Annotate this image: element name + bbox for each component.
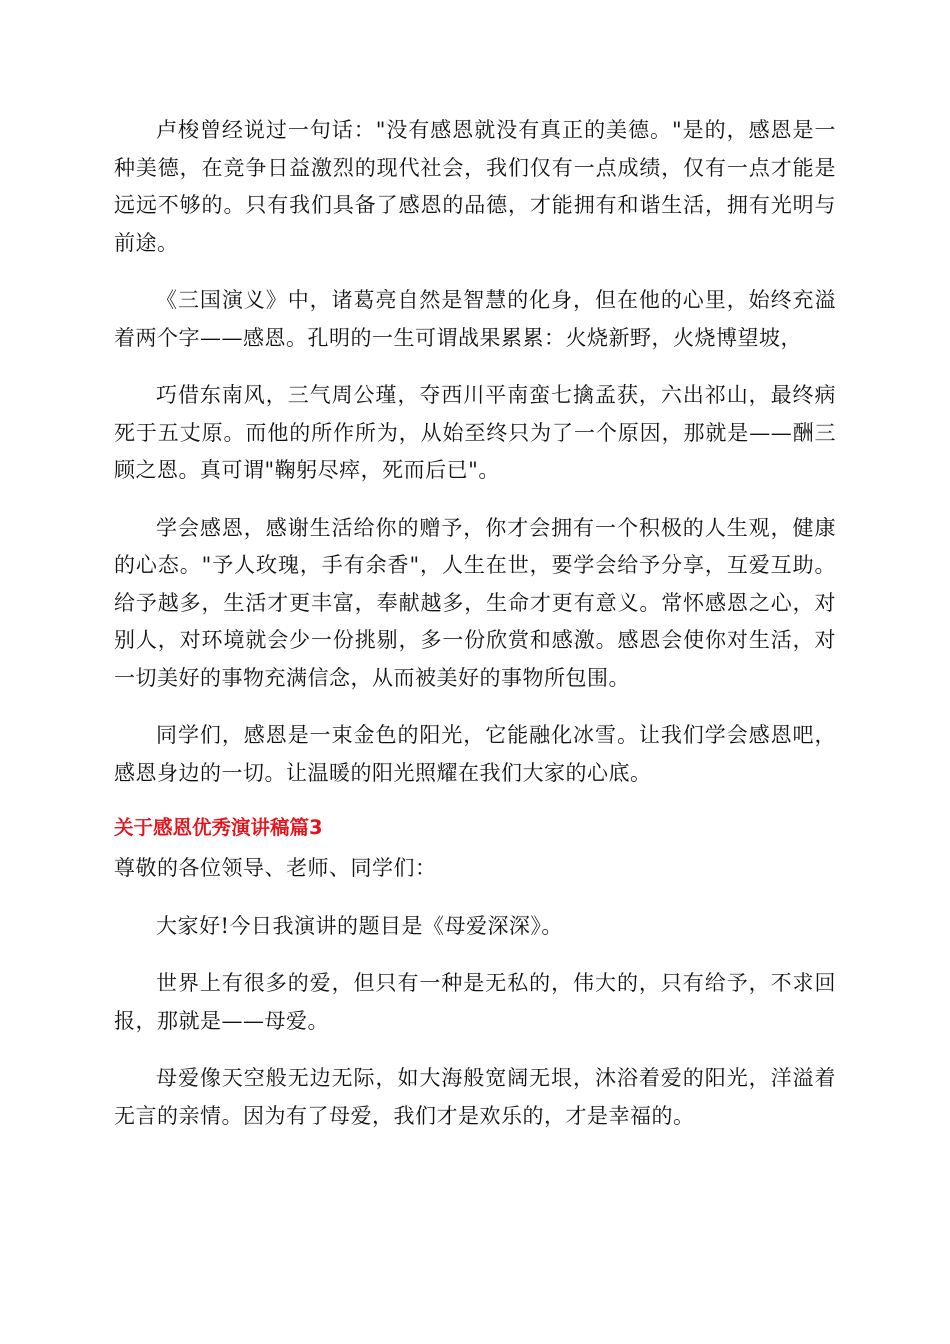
paragraph-rousseau: 卢梭曾经说过一句话："没有感恩就没有真正的美德。"是的，感恩是一种美德，在竞争日益激烈的现代社会，我们仅有一点成绩，仅有一点才能是远远不够的。只有我们具备了感恩的品德，才能拥有和谐生活，拥有光明与前途。 <box>114 118 836 255</box>
document-body <box>114 112 836 1155</box>
paragraph-three-kingdoms: 《三国演义》中，诸葛亮自然是智慧的化身，但在他的心里，始终充溢着两个字——感恩。孔明的一生可谓战果累累：火烧新野，火烧博望坡， <box>114 288 836 350</box>
paragraph-learn-gratitude: 学会感恩，感谢生活给你的赠予，你才会拥有一个积极的人生观，健康的心态。"予人玫瑰，手有余香"，人生在世，要学会给予分享，互爱互助。给予越多，生活才更丰富，奉献越多，生命才更有意义。常怀感恩之心，对别人，对环境就会少一份挑剔，多一份欣赏和感激。感恩会使你对生活，对一切美好的事物充满信念，从而被美好的事物所包围。 <box>114 515 836 690</box>
paragraph-mothers-love: 母爱像天空般无边无际，如大海般宽阔无垠，沐浴着爱的阳光，洋溢着无言的亲情。因为有了母爱，我们才是欢乐的，才是幸福的。 <box>114 1066 836 1128</box>
salutation: 尊敬的各位领导、老师、同学们： <box>114 856 437 880</box>
paragraph-selfless-love: 世界上有很多的爱，但只有一种是无私的，伟大的，只有给予，不求回报，那就是——母爱。 <box>114 971 836 1033</box>
paragraph-greeting: 大家好!今日我演讲的题目是《母爱深深》。 <box>156 913 563 938</box>
section-heading: 关于感恩优秀演讲稿篇3 <box>114 816 323 839</box>
paragraph-zhuge-liang: 巧借东南风，三气周公瑾，夺西川平南蛮七擒孟获，六出祁山，最终病死于五丈原。而他的所作所为，从始至终只为了一个原因，那就是——酬三顾之恩。真可谓"鞠躬尽瘁，死而后已"。 <box>114 383 836 482</box>
paragraph-classmates: 同学们，感恩是一束金色的阳光，它能融化冰雪。让我们学会感恩吧，感恩身边的一切。让温暖的阳光照耀在我们大家的心底。 <box>114 723 836 785</box>
